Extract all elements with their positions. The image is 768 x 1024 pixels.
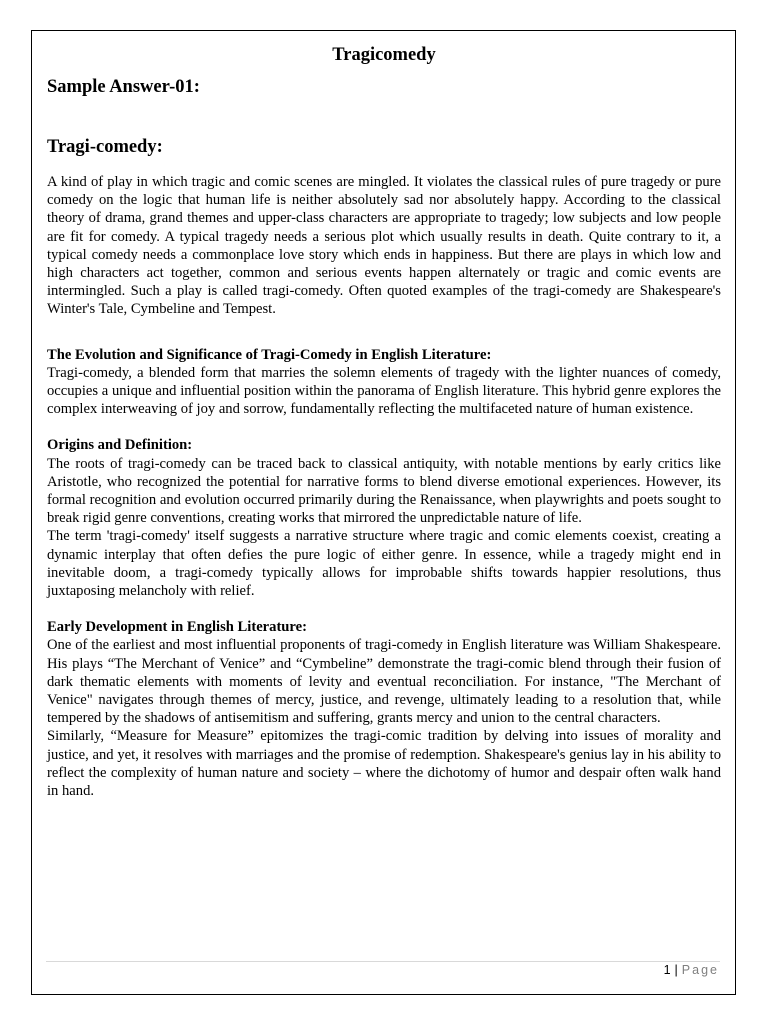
sample-answer-heading: Sample Answer-01: — [47, 77, 200, 97]
page-label: Page — [681, 963, 719, 977]
early-paragraph-1: One of the earliest and most influential proponents of tragi-comedy in English literature was William Shakespeare. His plays “The Merchant of Venice” and “Cymbeline” demonstrate the tragi-comic blend through their fusion of dark thematic elements with moments of levity and eventual reconciliation. For instance, "The Merchant of Venice" navigates through themes of mercy, justice, and revenge, ultimately leading to a resolution that, while tempered by the shadows of antisemitism and suffering, grants mercy and union to the central characters. — [47, 637, 721, 727]
subheading-evolution: The Evolution and Significance of Tragi-Comedy in English Literature: — [47, 346, 492, 363]
document-body — [47, 44, 721, 800]
subheading-origins: Origins and Definition: — [47, 437, 193, 454]
early-paragraph-2: Similarly, “Measure for Measure” epitomizes the tragi-comic tradition by delving into issues of morality and justice, and yet, it resolves with marriages and the promise of redemption. Shakespeare's genius lay in his ability to reflect the complexity of human nature and society – where the dichotomy of humor and despair often walk hand in hand. — [47, 728, 721, 800]
origins-paragraph-1: The roots of tragi-comedy can be traced back to classical antiquity, with notable mentions by early critics like Aristotle, who recognized the potential for narrative forms to blend diverse emotional experiences. However, its formal recognition and evolution occurred primarily during the Renaissance, when playwrights and poets sought to break rigid genre conventions, creating works that mirrored the unpredictable nature of life. — [47, 455, 721, 527]
evolution-paragraph: Tragi-comedy, a blended form that marries the solemn elements of tragedy with the lighter nuances of comedy, occupies a unique and influential position within the panorama of English literature. This hybrid genre explores the complex interweaving of joy and sorrow, fundamentally reflecting the multifaceted nature of human existence. — [47, 364, 721, 418]
page-number: 1 — [663, 963, 671, 977]
intro-paragraph: A kind of play in which tragic and comic scenes are mingled. It violates the classical rules of pure tragedy or pure comedy on the logic that human life is neither absolutely sad nor absolutely happy. According to the classical theory of drama, grand themes and upper-class characters are appropriate to tragedy; low subjects and low people are fit for comedy. A typical tragedy needs a serious plot which usually results in death. Quite contrary to it, a typical comedy needs a commonplace love story which ends in happiness. But there are plays in which low and high characters act together, common and serious events happen alternately or tragic and comic events are intermingled. Such a play is called tragi-comedy. Often quoted examples of the tragi-comedy are Shakespeare's Winter's Tale, Cymbeline and Tempest. — [47, 174, 721, 318]
origins-paragraph-2: The term 'tragi-comedy' itself suggests a narrative structure where tragic and comic elements coexist, creating a dynamic interplay that often defies the pure logic of either genre. In essence, while a tragedy might end in inevitable doom, a tragi-comedy typically allows for improbable shifts towards happier resolutions, thus juxtaposing melancholy with relief. — [47, 528, 721, 600]
footer-separator: | — [674, 963, 678, 977]
document-title: Tragicomedy — [332, 45, 436, 65]
footer-divider — [46, 961, 720, 962]
page-footer — [664, 963, 719, 977]
section-heading: Tragi-comedy: — [47, 137, 163, 157]
subheading-early-development: Early Development in English Literature: — [47, 619, 307, 636]
